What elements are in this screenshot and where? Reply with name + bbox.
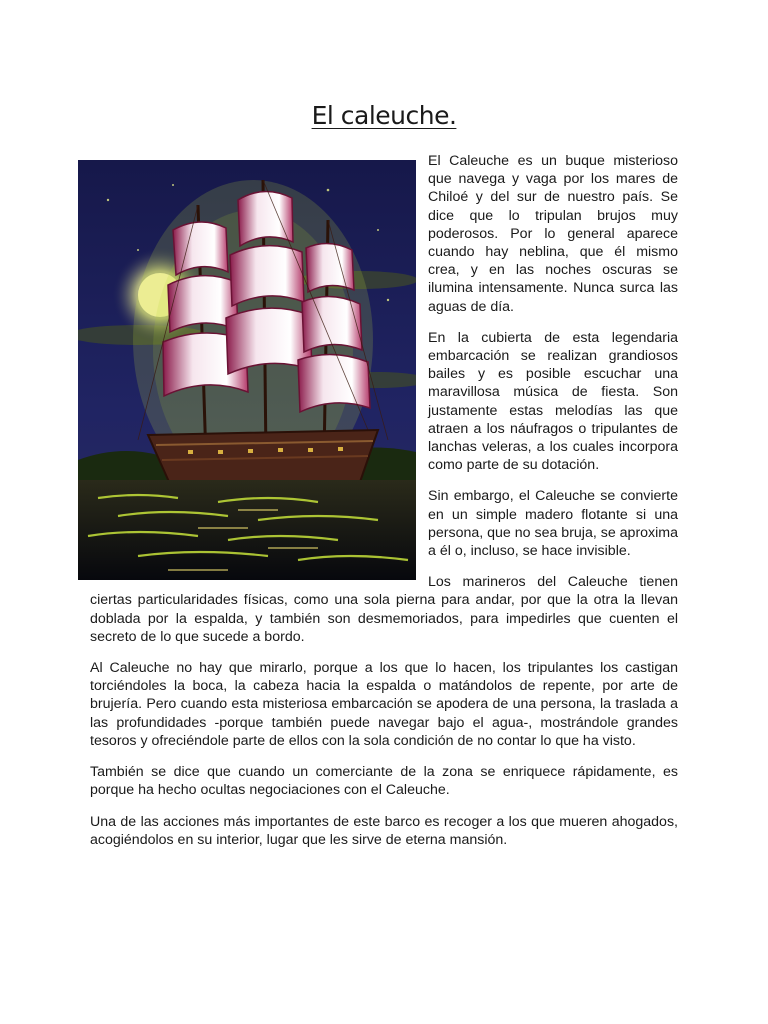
document-title: El caleuche. [311,101,457,130]
paragraph-2: En la cubierta de esta legendaria embarcación se realizan grandiosos bailes y es posible escuchar una maravillosa música de fiesta. Son justamente estas melodías las que atraen a los náufragos o tripulantes de lanchas veleras, a los cuales incorpora como parte de su dotación. [428,329,678,474]
paragraph-4: Los marineros del Caleuche tienen ciertas particularidades físicas, como una sola pierna para andar, por que la otra la llevan doblada por la espalda, y también son desmemoriados, para impedirles que cuenten el secreto de lo que sucede a bordo. [90,574,678,645]
paragraph-6: También se dice que cuando un comerciante de la zona se enriquece rápidamente, es porque ha hecho ocultas negociaciones con el Caleuche. [90,764,678,799]
ghost-ship-illustration [78,160,416,580]
paragraph-5: Al Caleuche no hay que mirarlo, porque a los que lo hacen, los tripulantes los castigan torciéndoles la boca, la cabeza hacia la espalda o matándolos de repente, por arte de brujería. Pero cuando esta misteriosa embarcación se apodera de una persona, la traslada a las profundidades -porque también puede navegar bajo el agua-, mostrándole grandes tesoros y ofreciéndole parte de ellos con la sola condición de no contar lo que ha visto. [90,660,678,749]
paragraph-7: Una de las acciones más importantes de este barco es recoger a los que mueren ahogados, acogiéndolos en su interior, lugar que les sirve de eterna mansión. [90,813,678,848]
document-body [90,152,678,862]
ghost-ship-image [78,160,416,580]
paragraph-1: El Caleuche es un buque misterioso que navega y vaga por los mares de Chiloé y del sur de nuestro país. Se dice que lo tripulan brujos muy poderosos. Por lo general aparece cuando hay neblina, que él mismo crea, y en las noches oscuras se ilumina intensamente. Nunca surca las aguas de día. [428,153,678,315]
paragraph-3: Sin embargo, el Caleuche se convierte en un simple madero flotante si una persona, que no sea bruja, se aproxima a él o, incluso, se hace invisible. [428,488,679,560]
